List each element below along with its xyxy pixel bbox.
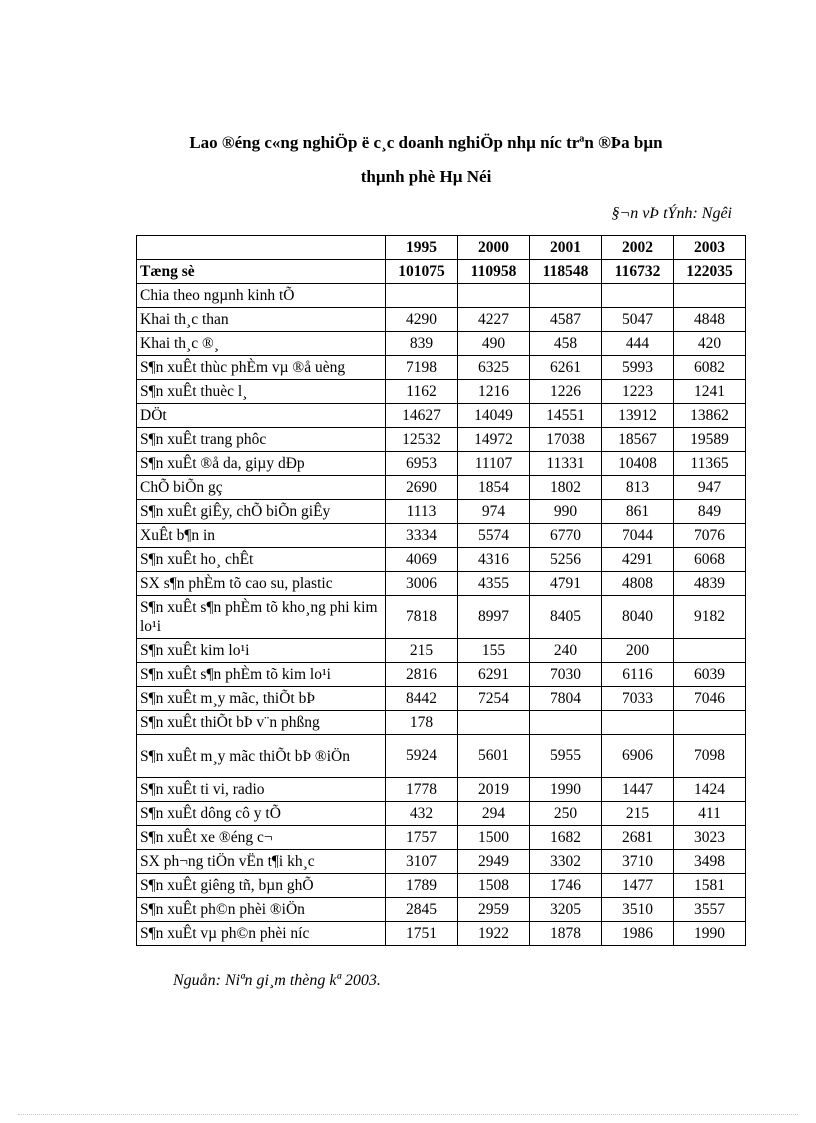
value-cell: 250: [530, 802, 602, 826]
empty-cell: [458, 284, 530, 308]
table-title-line-2: thµnh phè Hµ Néi: [360, 167, 492, 186]
value-cell: [674, 639, 746, 663]
total-value: 110958: [458, 260, 530, 284]
row-label: S¶n xuÊt giêng tñ, bµn ghÕ: [137, 874, 386, 898]
value-cell: 990: [530, 500, 602, 524]
table-row: [137, 500, 746, 524]
value-cell: 14551: [530, 404, 602, 428]
value-cell: 1226: [530, 380, 602, 404]
total-label: Tæng sè: [137, 260, 386, 284]
table-row: [137, 596, 746, 639]
value-cell: 6082: [674, 356, 746, 380]
value-cell: 1162: [386, 380, 458, 404]
table-row: [137, 452, 746, 476]
value-cell: 3006: [386, 572, 458, 596]
value-cell: 1424: [674, 778, 746, 802]
value-cell: 8405: [530, 596, 602, 639]
row-label: S¶n xuÊt ph©n phèi ®iÖn: [137, 898, 386, 922]
page-divider: [18, 1114, 798, 1115]
value-cell: 1447: [602, 778, 674, 802]
value-cell: 7098: [674, 735, 746, 778]
value-cell: 813: [602, 476, 674, 500]
year-header: 2000: [458, 236, 530, 260]
year-header: 1995: [386, 236, 458, 260]
row-label: S¶n xuÊt vµ ph©n phèi níc: [137, 922, 386, 946]
labor-table: [136, 235, 746, 946]
value-cell: 861: [602, 500, 674, 524]
value-cell: 1500: [458, 826, 530, 850]
total-value: 116732: [602, 260, 674, 284]
value-cell: 13912: [602, 404, 674, 428]
row-label: S¶n xuÊt ti vi, radio: [137, 778, 386, 802]
value-cell: 6116: [602, 663, 674, 687]
value-cell: 6325: [458, 356, 530, 380]
value-cell: 2845: [386, 898, 458, 922]
value-cell: 8040: [602, 596, 674, 639]
value-cell: 444: [602, 332, 674, 356]
value-cell: 14049: [458, 404, 530, 428]
table-row: [137, 380, 746, 404]
value-cell: 12532: [386, 428, 458, 452]
table-row: [137, 356, 746, 380]
value-cell: 839: [386, 332, 458, 356]
value-cell: 6291: [458, 663, 530, 687]
value-cell: 947: [674, 476, 746, 500]
value-cell: 1789: [386, 874, 458, 898]
value-cell: 215: [386, 639, 458, 663]
value-cell: 1223: [602, 380, 674, 404]
empty-cell: [386, 284, 458, 308]
table-row: [137, 639, 746, 663]
value-cell: 4839: [674, 572, 746, 596]
row-label: S¶n xuÊt ho¸ chÊt: [137, 548, 386, 572]
source-note: Nguån: Niªn gi¸m thèng kª 2003.: [173, 972, 381, 989]
value-cell: 4355: [458, 572, 530, 596]
value-cell: 2019: [458, 778, 530, 802]
value-cell: 1986: [602, 922, 674, 946]
value-cell: 10408: [602, 452, 674, 476]
section-row: [137, 284, 746, 308]
value-cell: 5256: [530, 548, 602, 572]
table-row: [137, 735, 746, 778]
value-cell: 1751: [386, 922, 458, 946]
value-cell: 4227: [458, 308, 530, 332]
row-label: S¶n xuÊt m¸y mãc thiÕt bÞ ®iÖn: [137, 735, 386, 778]
table-row: [137, 687, 746, 711]
value-cell: 3205: [530, 898, 602, 922]
value-cell: 3334: [386, 524, 458, 548]
value-cell: 7046: [674, 687, 746, 711]
value-cell: 8442: [386, 687, 458, 711]
value-cell: 4848: [674, 308, 746, 332]
table-row: [137, 663, 746, 687]
value-cell: 2681: [602, 826, 674, 850]
section-label: Chia theo ngµnh kinh tÕ: [137, 284, 386, 308]
value-cell: 974: [458, 500, 530, 524]
value-cell: [602, 711, 674, 735]
value-cell: 6068: [674, 548, 746, 572]
value-cell: 7818: [386, 596, 458, 639]
value-cell: 3710: [602, 850, 674, 874]
value-cell: 7033: [602, 687, 674, 711]
empty-cell: [674, 284, 746, 308]
value-cell: 294: [458, 802, 530, 826]
value-cell: 14972: [458, 428, 530, 452]
value-cell: 6261: [530, 356, 602, 380]
value-cell: 6953: [386, 452, 458, 476]
table-row: [137, 548, 746, 572]
value-cell: 7254: [458, 687, 530, 711]
table-row: [137, 711, 746, 735]
table-row: [137, 428, 746, 452]
value-cell: 1757: [386, 826, 458, 850]
value-cell: 1746: [530, 874, 602, 898]
value-cell: 1990: [530, 778, 602, 802]
value-cell: 3023: [674, 826, 746, 850]
value-cell: 2690: [386, 476, 458, 500]
value-cell: 1508: [458, 874, 530, 898]
value-cell: 5955: [530, 735, 602, 778]
value-cell: 4291: [602, 548, 674, 572]
row-label: S¶n xuÊt thuèc l¸: [137, 380, 386, 404]
value-cell: 458: [530, 332, 602, 356]
table-row: [137, 404, 746, 428]
value-cell: 2949: [458, 850, 530, 874]
table-row: [137, 826, 746, 850]
value-cell: 1241: [674, 380, 746, 404]
value-cell: 7804: [530, 687, 602, 711]
value-cell: 6039: [674, 663, 746, 687]
table-row: [137, 308, 746, 332]
value-cell: 155: [458, 639, 530, 663]
total-value: 118548: [530, 260, 602, 284]
value-cell: 849: [674, 500, 746, 524]
value-cell: 1581: [674, 874, 746, 898]
row-label: S¶n xuÊt dông cô y tÕ: [137, 802, 386, 826]
row-label: XuÊt b¶n in: [137, 524, 386, 548]
value-cell: 5047: [602, 308, 674, 332]
row-label: SX s¶n phÈm tõ cao su, plastic: [137, 572, 386, 596]
value-cell: 5993: [602, 356, 674, 380]
value-cell: 7198: [386, 356, 458, 380]
table-row: [137, 898, 746, 922]
value-cell: 1778: [386, 778, 458, 802]
table-row: [137, 922, 746, 946]
value-cell: 7076: [674, 524, 746, 548]
value-cell: 7030: [530, 663, 602, 687]
value-cell: 6906: [602, 735, 674, 778]
table-row: [137, 874, 746, 898]
value-cell: 9182: [674, 596, 746, 639]
value-cell: 3498: [674, 850, 746, 874]
empty-cell: [530, 284, 602, 308]
value-cell: 1878: [530, 922, 602, 946]
value-cell: 1113: [386, 500, 458, 524]
row-label: DÖt: [137, 404, 386, 428]
table-row: [137, 778, 746, 802]
value-cell: 5601: [458, 735, 530, 778]
value-cell: 4316: [458, 548, 530, 572]
year-header: 2003: [674, 236, 746, 260]
row-label: S¶n xuÊt thiÕt bÞ v¨n phßng: [137, 711, 386, 735]
value-cell: 178: [386, 711, 458, 735]
value-cell: 4791: [530, 572, 602, 596]
value-cell: 11331: [530, 452, 602, 476]
value-cell: [530, 711, 602, 735]
value-cell: 1477: [602, 874, 674, 898]
value-cell: 11107: [458, 452, 530, 476]
year-header: 2002: [602, 236, 674, 260]
value-cell: 420: [674, 332, 746, 356]
table-row: [137, 802, 746, 826]
value-cell: 2959: [458, 898, 530, 922]
table-title-line-1: Lao ®éng c«ng nghiÖp ë c¸c doanh nghiÖp nhµ níc trªn ®Þa bµn: [189, 133, 663, 152]
value-cell: 215: [602, 802, 674, 826]
table-row: [137, 476, 746, 500]
header-row: [137, 236, 746, 260]
value-cell: 1990: [674, 922, 746, 946]
value-cell: 19589: [674, 428, 746, 452]
value-cell: 14627: [386, 404, 458, 428]
row-label: Khai th¸c than: [137, 308, 386, 332]
row-label: S¶n xuÊt s¶n phÈm tõ kho¸ng phi kim lo¹i: [137, 596, 386, 639]
empty-cell: [602, 284, 674, 308]
value-cell: 17038: [530, 428, 602, 452]
total-row: [137, 260, 746, 284]
value-cell: 13862: [674, 404, 746, 428]
value-cell: 1216: [458, 380, 530, 404]
value-cell: 11365: [674, 452, 746, 476]
value-cell: 1682: [530, 826, 602, 850]
value-cell: 1854: [458, 476, 530, 500]
total-value: 122035: [674, 260, 746, 284]
header-blank: [137, 236, 386, 260]
table-row: [137, 332, 746, 356]
value-cell: 18567: [602, 428, 674, 452]
row-label: S¶n xuÊt thùc phÈm vµ ®å uèng: [137, 356, 386, 380]
value-cell: 8997: [458, 596, 530, 639]
value-cell: 4290: [386, 308, 458, 332]
value-cell: 5574: [458, 524, 530, 548]
value-cell: [674, 711, 746, 735]
table-row: [137, 524, 746, 548]
value-cell: 4069: [386, 548, 458, 572]
value-cell: 1802: [530, 476, 602, 500]
table-row: [137, 572, 746, 596]
row-label: S¶n xuÊt kim lo¹i: [137, 639, 386, 663]
row-label: S¶n xuÊt xe ®éng c¬: [137, 826, 386, 850]
value-cell: 4808: [602, 572, 674, 596]
row-label: S¶n xuÊt ®å da, giµy dÐp: [137, 452, 386, 476]
row-label: S¶n xuÊt giÊy, chÕ biÕn giÊy: [137, 500, 386, 524]
value-cell: 3557: [674, 898, 746, 922]
total-value: 101075: [386, 260, 458, 284]
value-cell: 200: [602, 639, 674, 663]
row-label: ChÕ biÕn gç: [137, 476, 386, 500]
value-cell: 3302: [530, 850, 602, 874]
value-cell: 1922: [458, 922, 530, 946]
value-cell: 7044: [602, 524, 674, 548]
row-label: S¶n xuÊt m¸y mãc, thiÕt bÞ: [137, 687, 386, 711]
value-cell: 3510: [602, 898, 674, 922]
row-label: SX ph¬ng tiÖn vËn t¶i kh¸c: [137, 850, 386, 874]
value-cell: 3107: [386, 850, 458, 874]
value-cell: 490: [458, 332, 530, 356]
year-header: 2001: [530, 236, 602, 260]
value-cell: 411: [674, 802, 746, 826]
value-cell: 432: [386, 802, 458, 826]
value-cell: 240: [530, 639, 602, 663]
value-cell: 5924: [386, 735, 458, 778]
row-label: S¶n xuÊt trang phôc: [137, 428, 386, 452]
row-label: S¶n xuÊt s¶n phÈm tõ kim lo¹i: [137, 663, 386, 687]
row-label: Khai th¸c ®¸: [137, 332, 386, 356]
unit-label: §¬n vÞ tÝnh: Ngêi: [611, 205, 732, 222]
value-cell: 2816: [386, 663, 458, 687]
value-cell: 4587: [530, 308, 602, 332]
table-row: [137, 850, 746, 874]
value-cell: [458, 711, 530, 735]
value-cell: 6770: [530, 524, 602, 548]
